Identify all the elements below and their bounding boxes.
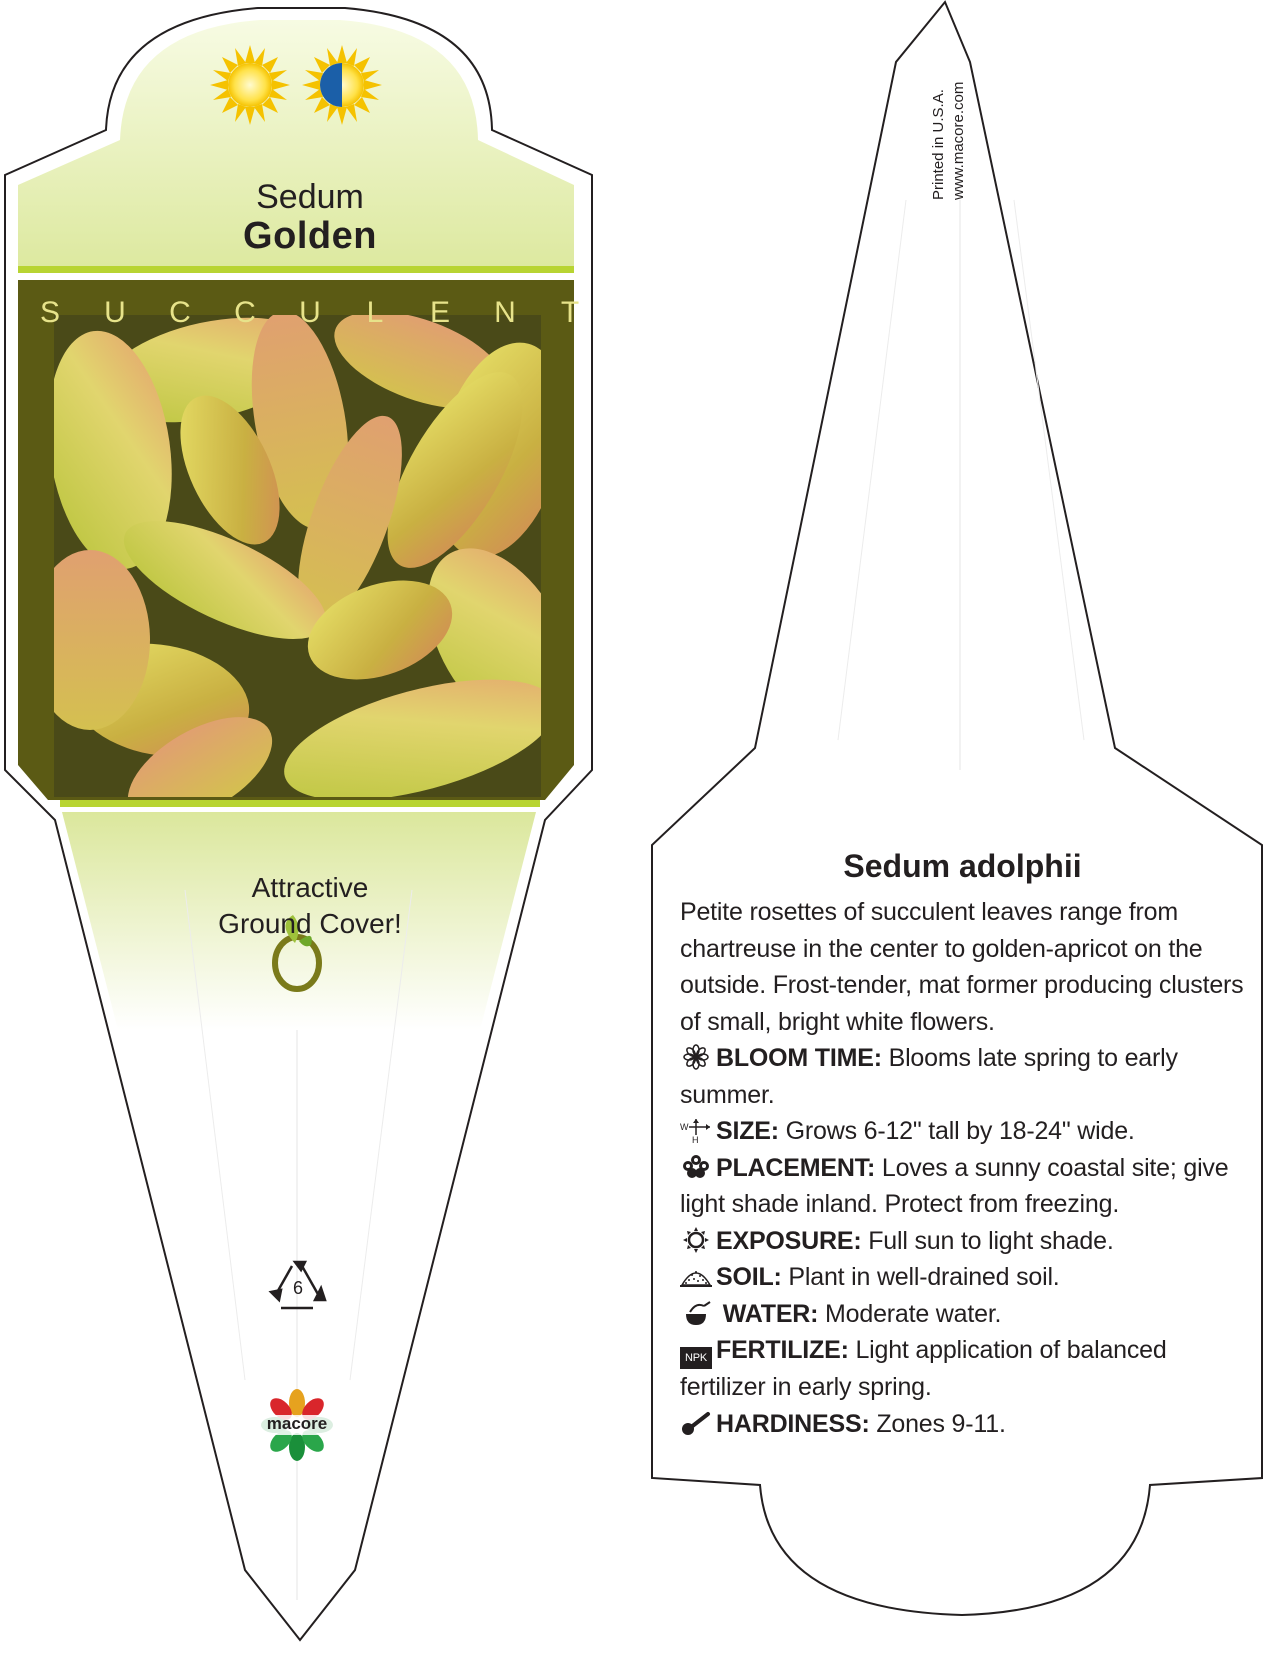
succulent-photo (30, 292, 602, 845)
attribute-value: Loves a sunny coastal site; give light shade inland. Protect from freezing. (680, 1153, 1229, 1218)
attribute-value: Light application of balanced fertilizer in early spring. (680, 1336, 1167, 1401)
soil-mound-icon (680, 1263, 712, 1289)
attribute-size (680, 1113, 1250, 1150)
attribute-label: HARDINESS: (716, 1409, 870, 1438)
category-letter: C (234, 296, 256, 329)
attribute-fertilize (680, 1332, 1250, 1406)
printed-info (930, 50, 970, 210)
category-letter: U (299, 296, 321, 329)
plant-name-line1: Sedum (256, 178, 364, 216)
attribute-label: WATER: (722, 1299, 819, 1328)
tagline-line2: Ground Cover! (218, 908, 402, 939)
attribute-value: Moderate water. (825, 1299, 1002, 1328)
attribute-hardiness (680, 1406, 1250, 1443)
plants-icon (680, 1154, 712, 1180)
svg-text:H: H (692, 1135, 699, 1143)
category-label (30, 296, 590, 332)
category-letter: N (494, 296, 516, 329)
thermometer-icon (680, 1410, 712, 1436)
care-description (680, 894, 1250, 1442)
attribute-value: Zones 9-11. (876, 1409, 1006, 1438)
attribute-value: Full sun to light shade. (868, 1226, 1114, 1255)
scientific-name: Sedum adolphii (843, 848, 1082, 884)
category-letter: L (366, 296, 384, 329)
description-text: Petite rosettes of succulent leaves range from chartreuse in the center to golden-apricot on the outside. Frost-tender, mat former producing clusters of small, bright white flowers. (680, 898, 1244, 1036)
website: www.macore.com (950, 81, 967, 200)
attribute-soil (680, 1259, 1250, 1296)
category-letter: E (429, 296, 450, 329)
printed-in: Printed in U.S.A. (930, 89, 947, 200)
recycle-code: 6 (292, 1278, 303, 1298)
npk-icon: NPK (680, 1347, 712, 1369)
attribute-label: SIZE: (716, 1117, 779, 1145)
tagline (0, 870, 620, 942)
attribute-label: FERTILIZE: (716, 1336, 849, 1364)
svg-text:W: W (680, 1122, 689, 1132)
part-sun-icon (302, 45, 382, 125)
category-letter: S (39, 296, 60, 329)
tagline-line1: Attractive (251, 872, 369, 903)
attribute-exposure (680, 1223, 1250, 1260)
sun-icon (680, 1227, 712, 1253)
attribute-placement (680, 1150, 1250, 1223)
plant-name-line2: Golden (243, 215, 377, 257)
attribute-label: SOIL: (716, 1263, 782, 1291)
category-letter: T (560, 296, 580, 329)
flower-icon (680, 1044, 712, 1070)
brand-name: macore (266, 1414, 328, 1433)
attribute-value: Blooms late spring to early summer. (680, 1044, 1178, 1109)
attribute-value: Plant in well-drained soil. (788, 1263, 1060, 1291)
attribute-label: EXPOSURE: (716, 1226, 862, 1255)
attribute-label: PLACEMENT: (716, 1153, 876, 1182)
attribute-bloom-time (680, 1040, 1250, 1113)
size-arrows-icon (680, 1117, 712, 1143)
attribute-water (680, 1296, 1250, 1333)
attribute-label: BLOOM TIME: (716, 1044, 882, 1072)
category-letter: U (104, 296, 126, 329)
category-letter: C (169, 296, 191, 329)
full-sun-icon (210, 45, 290, 125)
attribute-value: Grows 6-12" tall by 18-24" wide. (785, 1117, 1135, 1145)
watering-can-icon (680, 1300, 712, 1326)
